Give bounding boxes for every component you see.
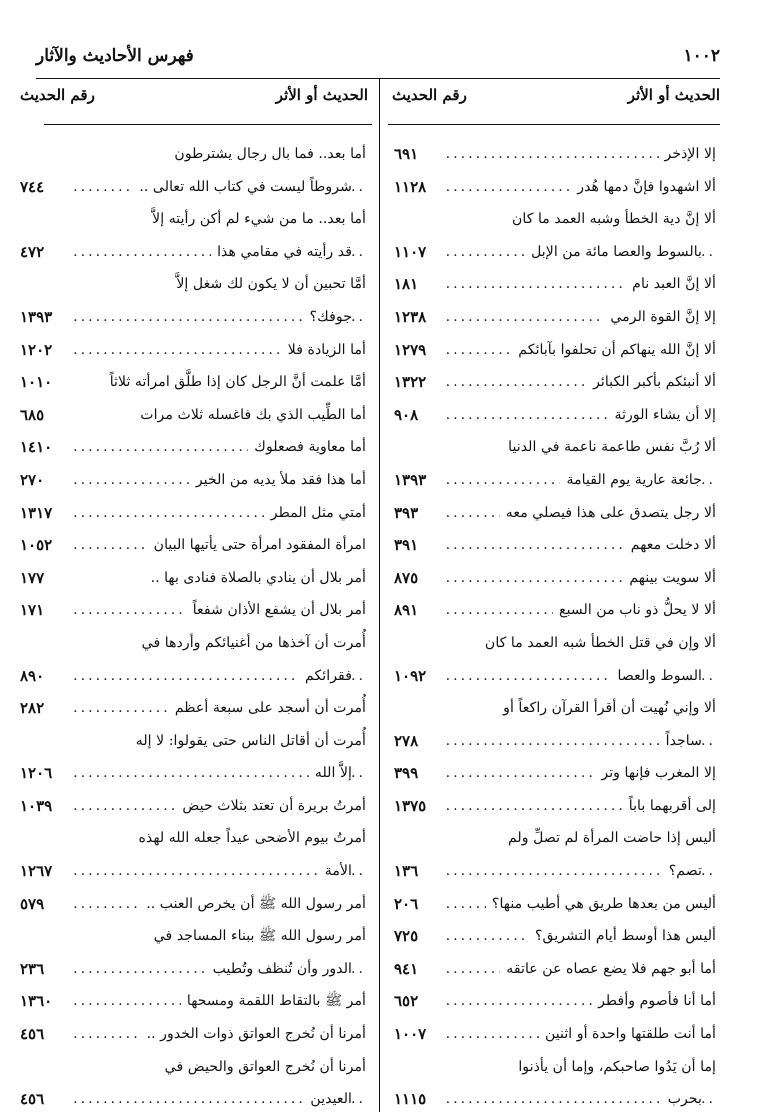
- index-entry: [394, 692, 716, 725]
- index-entry: [394, 594, 716, 627]
- entry-text: ألا إنَّ العبد نام: [626, 268, 716, 301]
- entry-text: أليس من بعدها طريق هي أطيب منها؟: [486, 888, 716, 921]
- index-entry: [394, 888, 716, 921]
- left-column-header: [20, 86, 368, 116]
- hadith-number: ٤٥٦: [20, 1083, 50, 1116]
- index-entry: [20, 822, 366, 855]
- index-entry: [20, 985, 366, 1018]
- index-entry: [394, 627, 716, 660]
- hadith-number: ٢٧٠: [20, 464, 50, 497]
- index-entry: [20, 627, 366, 660]
- page-title: فهرس الأحاديث والآثار: [36, 46, 194, 66]
- entry-text: أما هذا فقد ملأ يديه من الخير: [190, 464, 366, 497]
- entry-text: أمر بلال أن ينادي بالصلاة فنادى بها ..: [145, 562, 366, 595]
- index-entry: [394, 660, 716, 693]
- entry-text: أمرنا أن نُخرج العواتق ذوات الخدور ..: [141, 1018, 366, 1051]
- index-entry: [394, 203, 716, 236]
- hadith-number: ١٠١٠: [20, 366, 58, 399]
- hadith-number: ١٤١٠: [20, 431, 58, 464]
- entry-text: ألا دخلت معهم: [625, 529, 716, 562]
- entry-text: أمرتُ بيوم الأضحى عيداً جعله الله لهذه: [132, 822, 366, 855]
- entry-text: قد رأيته في مقامي هذا: [211, 236, 352, 269]
- hadith-number: ١٣٦: [394, 855, 424, 888]
- index-entry: [20, 464, 366, 497]
- hadith-number: ٦٩١: [394, 138, 424, 171]
- number-heading: رقم الحديث: [392, 86, 467, 104]
- entry-text: أمتي مثل المطر: [265, 497, 366, 530]
- right-column-header-rule: [388, 124, 720, 125]
- index-entry: [20, 790, 366, 823]
- hadith-number: ١٠٠٧: [394, 1018, 432, 1051]
- entry-text: أُمرت أن آخذها من أغنيائكم وأردها في: [136, 627, 366, 660]
- index-entry: [394, 171, 716, 204]
- index-entry: [20, 594, 366, 627]
- index-entry: [20, 399, 366, 432]
- index-entry: [20, 953, 366, 986]
- running-head: [36, 46, 720, 74]
- entry-text: الأمة: [319, 855, 352, 888]
- entry-text: امرأة المفقود امرأة حتى يأتيها البيان: [148, 529, 366, 562]
- hadith-number: ١٣٩٣: [20, 301, 58, 334]
- entry-text: إلا الإذخر: [659, 138, 717, 171]
- index-entry: [20, 236, 366, 269]
- hadith-number: ١٨١: [394, 268, 424, 301]
- entry-text: أما معاوية فصعلوك: [248, 431, 366, 464]
- hadith-number: ١١١٥: [394, 1083, 432, 1116]
- hadith-number: ١١٠٧: [394, 236, 432, 269]
- hadith-number: ٢٨٢: [20, 692, 50, 725]
- entry-text: أمرتُ بريرة أن تعتد بثلاث حيض: [176, 790, 366, 823]
- hadith-number: ١٣٦٠: [20, 985, 58, 1018]
- index-entry: [20, 725, 366, 758]
- entry-text: السوط والعصا: [612, 660, 702, 693]
- entry-text: ألا رجل يتصدق على هذا فيصلي معه: [500, 497, 716, 530]
- index-entry: [20, 203, 366, 236]
- entry-text: أما بعد.. ما من شيء لم أكن رأيته إلاَّ: [146, 203, 366, 236]
- hadith-heading: الحديث أو الأثر: [627, 86, 720, 104]
- index-entry: [394, 497, 716, 530]
- entry-text: تصم؟: [663, 855, 702, 888]
- hadith-number: ٩٤١: [394, 953, 424, 986]
- hadith-number: ٦٥٢: [394, 985, 424, 1018]
- hadith-number: ٧٤٤: [20, 171, 50, 204]
- index-entry: [20, 562, 366, 595]
- hadith-number: ١٧١: [20, 594, 50, 627]
- entry-text: أمَّا تحبين أن لا يكون لك شغل إلاَّ: [170, 268, 366, 301]
- index-entry: [394, 1083, 716, 1116]
- index-entry: [20, 920, 366, 953]
- hadith-number: ٦٨٥: [20, 399, 50, 432]
- hadith-number: ١٠٣٩: [20, 790, 58, 823]
- index-entry: [20, 855, 366, 888]
- entry-text: أما أنا فأصوم وأفطر: [592, 985, 716, 1018]
- entry-text: إلا إنَّ القوة الرمي: [604, 301, 716, 334]
- index-entry: [394, 920, 716, 953]
- index-entry: [20, 334, 366, 367]
- hadith-number: ٣٩٩: [394, 757, 424, 790]
- entry-text: أمر بلال أن يشفع الأذان شفعاً: [187, 594, 366, 627]
- hadith-number: ٣٩٣: [394, 497, 424, 530]
- index-entry: [394, 855, 716, 888]
- entry-text: أما أبو جهم فلا يضع عصاه عن عاتقه: [500, 953, 716, 986]
- entry-text: الدور وأن تُنظف وتُطيب: [207, 953, 352, 986]
- index-entry: [20, 692, 366, 725]
- entry-text: ألا وإني نُهيت أن أقرأ القرآن راكعاً أو: [497, 692, 716, 725]
- hadith-number: ٢٠٦: [394, 888, 424, 921]
- hadith-number: ١٧٧: [20, 562, 50, 595]
- hadith-heading: الحديث أو الأثر: [275, 86, 368, 104]
- hadith-number: ١٢٧٩: [394, 334, 432, 367]
- index-entry: [394, 985, 716, 1018]
- hadith-number: ١١٢٨: [394, 171, 432, 204]
- hadith-number: ١٣٩٣: [394, 464, 432, 497]
- entry-text: ألا وإن في قتل الخطأ شبه العمد ما كان: [479, 627, 716, 660]
- index-entry: [20, 660, 366, 693]
- hadith-number: ٥٧٩: [20, 888, 50, 921]
- index-entry: [20, 1018, 366, 1051]
- hadith-number: ٨٩٠: [20, 660, 50, 693]
- entry-text: أُمرت أن أسجد على سبعة أعظم: [169, 692, 366, 725]
- right-column: [394, 138, 716, 1116]
- index-entry: [20, 171, 366, 204]
- entry-text: العيدين: [304, 1083, 352, 1116]
- index-entry: [394, 301, 716, 334]
- index-entry: [20, 268, 366, 301]
- entry-text: جوفك؟: [304, 301, 352, 334]
- hadith-number: ١٢٣٨: [394, 301, 432, 334]
- hadith-number: ٩٠٨: [394, 399, 424, 432]
- entry-text: أليس إذا حاضت المرأة لم تصلِّ ولم: [502, 822, 716, 855]
- index-entry: [20, 366, 366, 399]
- hadith-number: ١٣١٧: [20, 497, 58, 530]
- number-heading: رقم الحديث: [20, 86, 95, 104]
- hadith-number: ٣٩١: [394, 529, 424, 562]
- index-entry: [394, 725, 716, 758]
- index-entry: [394, 431, 716, 464]
- hadith-number: ٨٧٥: [394, 562, 424, 595]
- index-entry: [20, 431, 366, 464]
- entry-text: جائعة عارية يوم القيامة: [560, 464, 702, 497]
- hadith-number: ١٢٠٦: [20, 757, 58, 790]
- page-number: ١٠٠٢: [683, 46, 720, 66]
- entry-text: إما أن يَدُوا صاحبكم، وإما أن يأذنوا: [512, 1051, 716, 1084]
- entry-text: أُمرت أن أقاتل الناس حتى يقولوا: لا إله: [130, 725, 366, 758]
- index-entry: [394, 399, 716, 432]
- entry-text: ألا رُبَّ نفس طاعمة ناعمة في الدنيا: [502, 431, 716, 464]
- hadith-number: ١٢٠٢: [20, 334, 58, 367]
- index-entry: [394, 236, 716, 269]
- hadith-number: ١٠٩٢: [394, 660, 432, 693]
- entry-text: أما أنت طلقتها واحدة أو اثنين: [539, 1018, 716, 1051]
- entry-text: أمر رسول الله ﷺ ببناء المساجد في: [148, 920, 366, 953]
- hadith-number: ٤٥٦: [20, 1018, 50, 1051]
- index-entry: [20, 529, 366, 562]
- index-entry: [394, 529, 716, 562]
- index-entry: [394, 790, 716, 823]
- index-entry: [394, 562, 716, 595]
- hadith-number: ٤٧٢: [20, 236, 50, 269]
- entry-text: ساجداً: [660, 725, 702, 758]
- entry-text: أمَّا علمت أنَّ الرجل كان إذا طلَّق امرأته ثلاثاً: [104, 366, 366, 399]
- hadith-number: ٢٣٦: [20, 953, 50, 986]
- index-entry: [20, 138, 366, 171]
- entry-text: أمرنا أن نُخرج العواتق والحيض في: [159, 1051, 366, 1084]
- hadith-number: ١٣٧٥: [394, 790, 432, 823]
- entry-text: شروطاً ليست في كتاب الله تعالى ..: [133, 171, 352, 204]
- index-entry: [394, 334, 716, 367]
- index-entry: [394, 268, 716, 301]
- index-entry: [20, 497, 366, 530]
- index-entry: [394, 822, 716, 855]
- entry-text: ألا لا يحلُّ ذو ناب من السبع: [553, 594, 716, 627]
- entry-text: أمر ﷺ بالتقاط اللقمة ومسحها: [181, 985, 366, 1018]
- index-entry: [20, 888, 366, 921]
- left-column-header-rule: [44, 124, 372, 125]
- index-entry: [394, 1018, 716, 1051]
- right-column-header: [392, 86, 720, 116]
- header-rule: [36, 78, 720, 79]
- index-entry: [394, 953, 716, 986]
- entry-text: أما الطِّيب الذي بك فاغسله ثلاث مرات: [134, 399, 366, 432]
- entry-text: إلا المغرب فإنها وتر: [595, 757, 716, 790]
- entry-text: فقرائكم: [299, 660, 352, 693]
- index-entry: [394, 366, 716, 399]
- hadith-number: ١٠٥٢: [20, 529, 58, 562]
- hadith-number: ٨٩١: [394, 594, 424, 627]
- entry-text: ألا اشهدوا فإنَّ دمها هُدر: [571, 171, 716, 204]
- entry-text: بالسوط والعصا مائة من الإبل: [525, 236, 702, 269]
- entry-text: إلا أن يشاء الورثة: [608, 399, 716, 432]
- entry-text: إلى أقربهما باباً: [623, 790, 716, 823]
- hadith-number: ١٣٢٢: [394, 366, 432, 399]
- index-entry: [20, 1051, 366, 1084]
- left-column: [20, 138, 366, 1116]
- index-entry: [394, 138, 716, 171]
- index-entry: [20, 757, 366, 790]
- entry-text: ألا سويت بينهم: [623, 562, 716, 595]
- column-divider: [379, 78, 380, 1112]
- entry-text: إلاَّ الله: [309, 757, 352, 790]
- entry-text: أما بعد.. فما بال رجال يشترطون: [168, 138, 366, 171]
- index-entry: [394, 1051, 716, 1084]
- entry-text: أليس هذا أوسط أيام التشريق؟: [529, 920, 716, 953]
- hadith-number: ٧٢٥: [394, 920, 424, 953]
- entry-text: ألا أنبئكم بأكبر الكبائر: [587, 366, 716, 399]
- hadith-number: ٢٧٨: [394, 725, 424, 758]
- entry-text: أمر رسول الله ﷺ أن يخرص العنب ..: [140, 888, 366, 921]
- entry-text: بحرب: [662, 1083, 702, 1116]
- hadith-number: ١٢٦٧: [20, 855, 58, 888]
- entry-text: ألا إنَّ دية الخطأ وشبه العمد ما كان: [506, 203, 716, 236]
- entry-text: ألا إنَّ الله ينهاكم أن تحلفوا بآبائكم: [512, 334, 716, 367]
- index-entry: [20, 1083, 366, 1116]
- index-entry: [20, 301, 366, 334]
- entry-text: أما الزيادة فلا: [282, 334, 366, 367]
- index-entry: [394, 464, 716, 497]
- index-entry: [394, 757, 716, 790]
